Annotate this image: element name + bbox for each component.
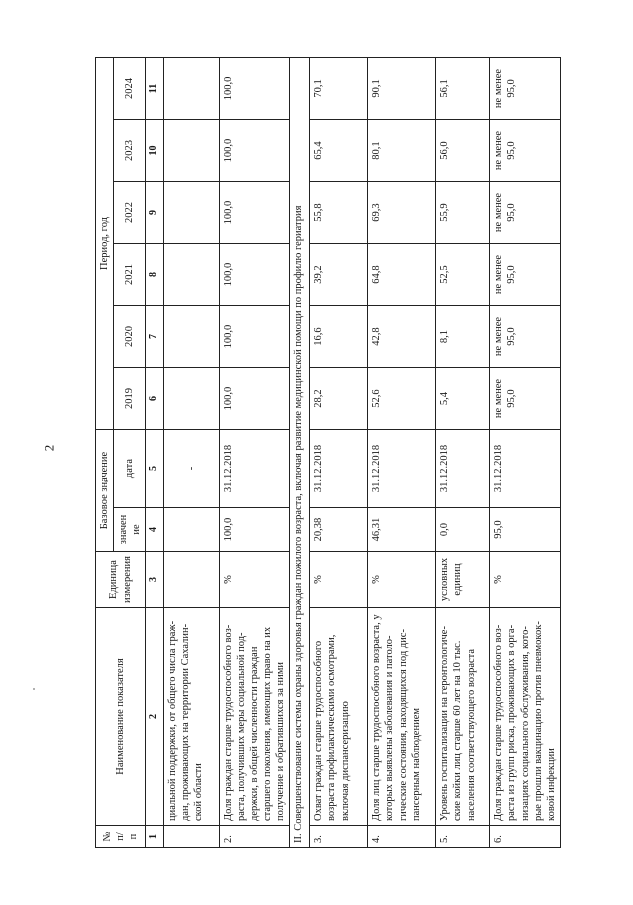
base-value: 0,0: [436, 508, 490, 552]
row-num: 4.: [368, 826, 436, 848]
header-base-value: значение: [114, 508, 146, 552]
base-date: 31.12.2018: [219, 430, 290, 508]
year-value: 100,0: [219, 368, 290, 430]
row-num: 3.: [310, 826, 368, 848]
year-value: 56,1: [436, 57, 490, 119]
base-value: 20,38: [310, 508, 368, 552]
indicator-name: циальной поддержки, от общего числа граж-дан, проживающих на территории Сахалин-ской области: [163, 608, 219, 826]
header-base: Базовое значение: [96, 430, 114, 552]
year-value: не менее 95,0: [490, 57, 561, 119]
year-value: 39,2: [310, 244, 368, 306]
year-value: 56,0: [436, 120, 490, 182]
year-value: 70,1: [310, 57, 368, 119]
indicator-name: Уровень госпитализации на геронтологиче-ские койки лиц старше 60 лет на 10 тыс. населения соответствующего возраста: [436, 608, 490, 826]
column-number: 1: [146, 826, 164, 848]
base-date-dash: -: [163, 430, 219, 508]
base-date: 31.12.2018: [436, 430, 490, 508]
column-number: 5: [146, 430, 164, 508]
year-value: не менее 95,0: [490, 244, 561, 306]
column-number: 10: [146, 120, 164, 182]
header-unit: Единица измерения: [96, 552, 146, 608]
year-value: 5,4: [436, 368, 490, 430]
year-value: 55,8: [310, 182, 368, 244]
indicator-name: Доля лиц старше трудоспособного возраста, у которых выявлены заболевания и патоло-гические состояния, находящихся под дис-пансерным наблюдением: [368, 608, 436, 826]
year-value: 69,3: [368, 182, 436, 244]
column-number: 4: [146, 508, 164, 552]
year-value: 100,0: [219, 120, 290, 182]
page-number: 2: [41, 444, 57, 452]
section-row: [290, 57, 310, 847]
header-year: 2023: [114, 120, 146, 182]
unit: %: [310, 552, 368, 608]
table-row: [490, 57, 561, 847]
indicators-table: [95, 57, 561, 848]
column-number: 3: [146, 552, 164, 608]
base-value: 46,31: [368, 508, 436, 552]
year-value: 100,0: [219, 244, 290, 306]
base-value: 100,0: [219, 508, 290, 552]
table-row: [310, 57, 368, 847]
header-year: 2020: [114, 306, 146, 368]
column-number: 9: [146, 182, 164, 244]
row-num: 6.: [490, 826, 561, 848]
row-num: 5.: [436, 826, 490, 848]
unit: %: [219, 552, 290, 608]
year-value: 80,1: [368, 120, 436, 182]
base-date: 31.12.2018: [368, 430, 436, 508]
scan-speck: [33, 688, 35, 690]
table-row: [163, 57, 219, 847]
unit: %: [368, 552, 436, 608]
header-period: Период, год: [96, 57, 114, 429]
unit: условных единиц: [436, 552, 490, 608]
header-name: Наименование показателя: [96, 608, 146, 826]
year-value: 64,8: [368, 244, 436, 306]
header-year: 2019: [114, 368, 146, 430]
year-value: 42,8: [368, 306, 436, 368]
table-row: [436, 57, 490, 847]
indicator-name: Доля граждан старше трудоспособного воз-раста из групп риска, проживающих в орга-низациях социального обслуживания, кото-рые прошли вакцинацию против пневмокок-ковой инфекции: [490, 608, 561, 826]
indicator-name: Доля граждан старше трудоспособного воз-раста, получивших меры социальной под-держки, в общей численности граждан старшего поколения, имеющих право на их получение и обратившихся за ними: [219, 608, 290, 826]
year-value: 55,9: [436, 182, 490, 244]
year-value: 8,1: [436, 306, 490, 368]
year-value: 28,2: [310, 368, 368, 430]
year-value: 90,1: [368, 57, 436, 119]
table-row: [368, 57, 436, 847]
year-value: не менее 95,0: [490, 182, 561, 244]
indicator-name: Охват граждан старше трудоспособного возраста профилактическими осмотрами, включая диспансеризацию: [310, 608, 368, 826]
year-value: 16,6: [310, 306, 368, 368]
unit: %: [490, 552, 561, 608]
rotated-table-wrapper: [95, 58, 557, 848]
table-row: [219, 57, 290, 847]
year-value: 52,5: [436, 244, 490, 306]
row-num: 2.: [219, 826, 290, 848]
column-number: 7: [146, 306, 164, 368]
year-value: 100,0: [219, 182, 290, 244]
year-value: не менее 95,0: [490, 368, 561, 430]
base-date: 31.12.2018: [490, 430, 561, 508]
header-base-date: дата: [114, 430, 146, 508]
header-num: № п/п: [96, 826, 146, 848]
column-number: 2: [146, 608, 164, 826]
column-number: 8: [146, 244, 164, 306]
year-value: 100,0: [219, 306, 290, 368]
year-value: 52,6: [368, 368, 436, 430]
column-number: 6: [146, 368, 164, 430]
base-value: 95,0: [490, 508, 561, 552]
header-year: 2022: [114, 182, 146, 244]
section-title: II. Совершенствование системы охраны здоровья граждан пожилого возраста, включая развитие медицинской помощи по профилю гериатрия: [290, 57, 310, 847]
base-date: 31.12.2018: [310, 430, 368, 508]
header-year: 2024: [114, 57, 146, 119]
year-value: 65,4: [310, 120, 368, 182]
column-number: 11: [146, 57, 164, 119]
year-value: 100,0: [219, 57, 290, 119]
year-value: не менее 95,0: [490, 306, 561, 368]
header-year: 2021: [114, 244, 146, 306]
year-value: не менее 95,0: [490, 120, 561, 182]
